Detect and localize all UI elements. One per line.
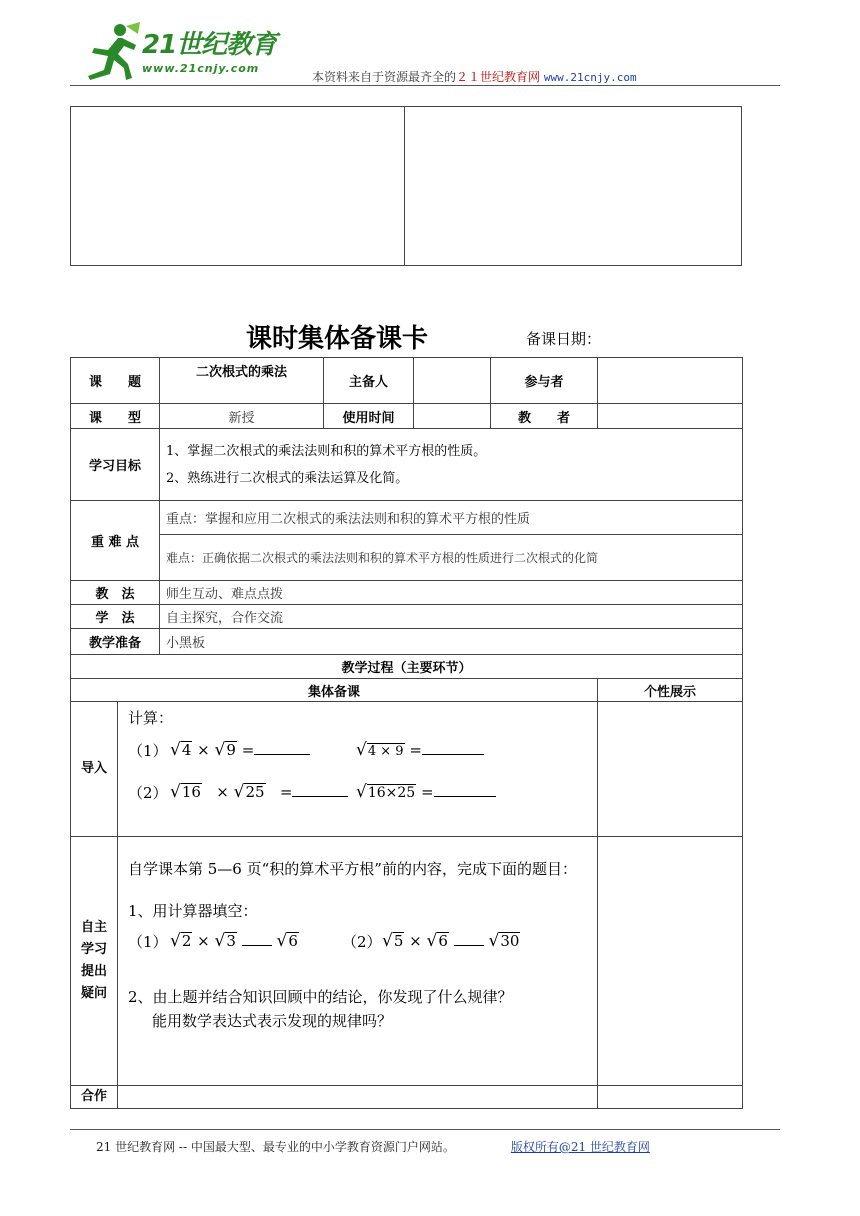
coop-content[interactable] [118,1086,598,1109]
task1-exprs [128,929,587,957]
prep-value: 小黑板 [160,629,743,655]
topic-value [160,358,324,404]
row-topic [71,358,743,404]
q2-number: （2） [128,784,168,802]
sqrt-6: 6 [438,932,448,950]
card-title: 课时集体备课卡 [246,324,429,354]
self-study-intro: 自学课本第 5—6 页“积的算术平方根”前的内容，完成下面的题目： [128,860,577,878]
sqrt-5: 5 [393,932,404,950]
key-point: 重点：掌握和应用二次根式的乘法法则和积的算术平方根的性质 [160,501,743,535]
sqrt-16x25: 16×25 [367,785,416,801]
time-value[interactable] [414,404,491,429]
teacher-value[interactable] [598,404,743,429]
goals-label: 学习目标 [71,429,160,501]
q1-expr-combined: √4 × 9 = [356,740,484,760]
times-sign: × [409,932,422,950]
intro-label: 导入 [71,702,118,837]
goal-item: 1、掌握二次根式的乘法法则和积的算术平方根的性质。 [166,443,487,459]
sqrt-4x9: 4 × 9 [367,744,404,759]
empty-table [70,106,742,266]
self-study-content [118,837,598,1086]
sqrt-3: 3 [226,932,236,950]
task2 [128,985,587,1033]
row-goals [71,429,743,501]
prep-label: 教学准备 [71,629,160,655]
answer-blank[interactable] [254,740,310,755]
q1-number: （1） [128,742,168,760]
header-note-brand[interactable]: ２１世纪教育网 [456,70,541,84]
col-group-header: 集体备课 [71,679,598,702]
task1-p1-number: （1） [128,933,168,951]
self-study-personal[interactable] [598,837,743,1086]
intro-q2 [128,782,587,808]
answer-blank[interactable] [422,740,484,755]
teacher-label: 教 者 [491,404,598,429]
task1-expr2: √5 × √6 √30 [382,931,520,951]
topic-value-text: 二次根式的乘法 [196,365,288,380]
sqrt-30: 30 [500,932,520,950]
row-self-study [71,837,743,1086]
row-process-title [71,655,743,679]
task1: 1、用计算器填空： [128,902,258,920]
sqrt-2: 2 [181,932,192,950]
sqrt-6: 6 [288,932,298,950]
method-teach-label: 教 法 [71,581,160,605]
type-value: 新授 [160,404,324,429]
card-date-label: 备课日期： [526,330,602,348]
footer-copyright-link[interactable]: 版权所有@21 世纪教育网 [510,1140,650,1154]
header-divider [70,85,780,86]
sqrt-16: 16 [181,783,201,801]
goals-content [160,429,743,501]
sqrt-25: 25 [245,783,265,801]
keypoints-label: 重 难 点 [71,501,160,581]
topic-label: 课 题 [71,358,160,404]
row-prep [71,629,743,655]
col-personal-header: 个性展示 [598,679,743,702]
q1-expr: √4 × √9 = [170,740,310,760]
row-keypoint [71,501,743,535]
time-label: 使用时间 [324,404,414,429]
method-learn-value: 自主探究，合作交流 [160,605,743,629]
footer-divider [70,1129,780,1130]
sqrt-4: 4 [181,741,192,759]
logo-url: www.21cnjy.com [142,62,260,75]
task2-line: 2、由上题并结合知识回顾中的结论，你发现了什么规律？ [128,988,513,1006]
self-study-label-line: 自主 [80,920,107,935]
intro-q1 [128,740,587,766]
row-method-teach [71,581,743,605]
difficulty-text: 难点：正确依据二次根式的乘法法则和积的算术平方根的性质进行二次根式的化简 [166,550,599,565]
intro-heading: 计算： [128,709,174,727]
row-coop [71,1086,743,1109]
row-method-learn [71,605,743,629]
row-type [71,404,743,429]
compare-blank[interactable] [454,931,484,946]
method-learn-label: 学 法 [71,605,160,629]
self-study-label [71,837,118,1086]
q2-expr: √16 × √25 = [170,782,348,802]
coop-label: 合作 [71,1086,118,1109]
times-sign: × [197,932,210,950]
times-sign: × [197,741,210,759]
lesson-plan-table [70,357,743,1109]
task1-expr1: √2 × √3 √6 [170,931,298,951]
lead-value[interactable] [414,358,491,404]
compare-blank[interactable] [242,931,272,946]
participants-label: 参与者 [491,358,598,404]
answer-blank[interactable] [292,782,348,797]
sqrt-9: 9 [226,741,236,759]
row-process-header [71,679,743,702]
method-teach-value: 师生互动、难点点拨 [160,581,743,605]
header-note [312,68,637,85]
footer-text: 21 世纪教育网 -- 中国最大型、最专业的中小学教育资源门户网站。 [96,1140,455,1154]
type-label: 课 型 [71,404,160,429]
self-study-label-line: 学习 [80,942,107,957]
equals-sign: = [420,783,434,801]
answer-blank[interactable] [434,782,496,797]
q2-expr-combined: √16×25 = [356,782,496,802]
empty-table-divider [404,107,405,265]
runner-logo-icon [82,20,142,80]
goal-item: 2、熟练进行二次根式的乘法运算及化简。 [166,470,409,486]
self-study-label-line: 疑问 [80,986,107,1001]
row-intro [71,702,743,837]
coop-personal[interactable] [598,1086,743,1109]
header-note-prefix: 本资料来自于资源最齐全的 [312,70,457,84]
process-title: 教学过程（主要环节） [71,655,743,679]
equals-sign: = [279,783,293,801]
footer [96,1138,650,1155]
task1-p2-number: （2） [342,933,382,951]
task2-line: 能用数学表达式表示发现的规律吗？ [152,1012,393,1030]
intro-content [118,702,598,837]
equals-sign: = [409,741,422,759]
row-difficulty [71,535,743,581]
equals-sign: = [241,741,255,759]
intro-personal[interactable] [598,702,743,837]
logo-text: 21世纪教育 [142,30,277,60]
difficulty-point [160,535,743,581]
times-sign: × [216,783,229,801]
self-study-label-line: 提出 [80,964,107,979]
lead-label: 主备人 [324,358,414,404]
header-note-url[interactable]: www.21cnjy.com [543,71,637,84]
participants-value[interactable] [598,358,743,404]
